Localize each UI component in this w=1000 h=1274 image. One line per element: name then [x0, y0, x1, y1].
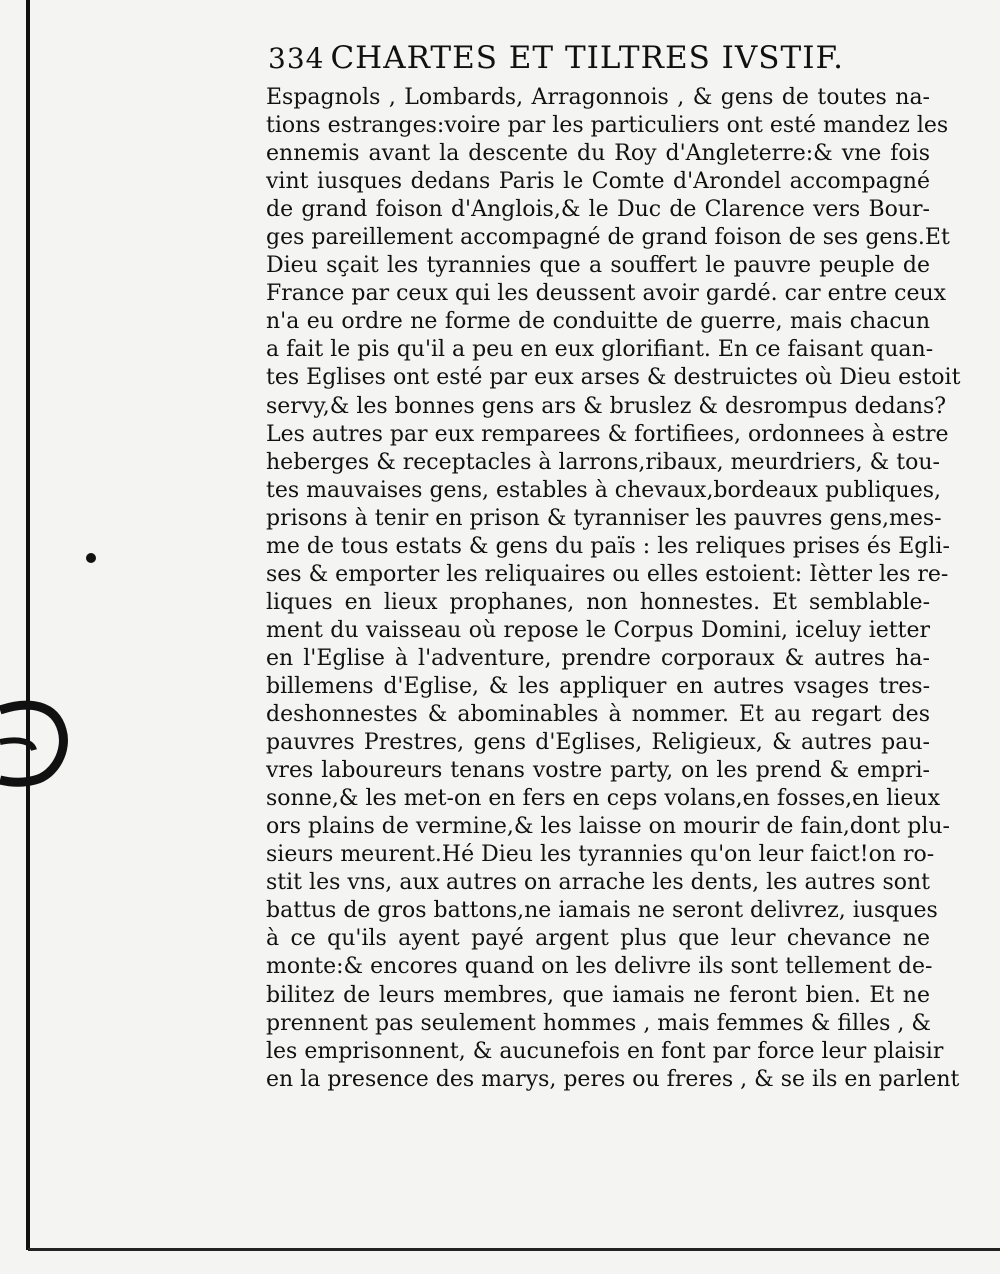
text-line: deshonnestes & abominables à nommer. Et au regart des [266, 702, 930, 728]
text-line: sieurs meurent.Hé Dieu les tyrannies qu'on leur faict!on ro- [266, 842, 935, 868]
text-line: vint iusques dedans Paris le Comte d'Arondel accompagné [266, 169, 930, 195]
text-line: ennemis avant la descente du Roy d'Angleterre:& vne fois [266, 141, 930, 167]
text-line: les emprisonnent, & aucunefois en font par force leur plaisir [266, 1038, 944, 1064]
binding-clip-mark [0, 690, 70, 800]
text-line: Les autres par eux remparees & fortifiees, ordonnees à estre [266, 421, 949, 447]
text-line: Dieu sçait les tyrannies que a souffert le pauvre peuple de [266, 253, 930, 279]
page-left-edge [26, 0, 30, 1250]
text-line: stit les vns, aux autres on arrache les dents, les autres sont [266, 870, 930, 896]
text-line: bilitez de leurs membres, que iamais ne feront bien. Et ne [266, 982, 930, 1008]
text-line: tes Eglises ont esté par eux arses & destruictes où Dieu estoit [266, 365, 961, 391]
text-line: ses & emporter les reliquaires ou elles estoient: Iètter les re- [266, 561, 949, 587]
text-line: ment du vaisseau où repose le Corpus Domini, iceluy ietter [266, 617, 930, 643]
running-title: CHARTES ET TILTRES IVSTIF. [330, 40, 844, 76]
text-line: pauvres Prestres, gens d'Eglises, Religieux, & autres pau- [266, 730, 930, 756]
text-line: me de tous estats & gens du païs : les reliques prises és Egli- [266, 533, 950, 559]
text-line: ors plains de vermine,& les laisse on mourir de fain,dont plu- [266, 814, 950, 840]
text-line: a fait le pis qu'il a peu en eux glorifiant. En ce faisant quan- [266, 337, 934, 363]
text-line: liques en lieux prophanes, non honnestes. Et semblable- [266, 589, 930, 615]
text-line: en l'Eglise à l'adventure, prendre corporaux & autres ha- [266, 645, 930, 671]
text-line: servy,& les bonnes gens ars & bruslez & desrompus dedans? [266, 393, 947, 419]
body-text [266, 84, 961, 1094]
running-header [268, 40, 908, 84]
text-line: billemens d'Eglise, & les appliquer en autres vsages tres- [266, 673, 930, 699]
ink-dot [86, 553, 96, 563]
text-line: battus de gros battons,ne iamais ne seront delivrez, iusques [266, 898, 938, 924]
text-line: n'a eu ordre ne forme de conduitte de guerre, mais chacun [266, 309, 930, 335]
text-line: France par ceux qui les deussent avoir gardé. car entre ceux [266, 281, 947, 307]
text-line: tes mauvaises gens, estables à chevaux,bordeaux publiques, [266, 477, 942, 503]
page-number: 334 [268, 42, 325, 75]
text-line: prisons à tenir en prison & tyranniser les pauvres gens,mes- [266, 505, 942, 531]
text-line: Espagnols , Lombards, Arragonnois , & gens de toutes na- [266, 85, 930, 110]
text-line: de grand foison d'Anglois,& le Duc de Clarence vers Bour- [266, 197, 930, 223]
text-line: vres laboureurs tenans vostre party, on les prend & empri- [266, 758, 930, 784]
text-line: sonne,& les met-on en fers en ceps volans,en fosses,en lieux [266, 786, 940, 812]
text-line: en la presence des marys, peres ou freres , & se ils en parlent [266, 1066, 960, 1092]
text-line: tions estranges:voire par les particuliers ont esté mandez les [266, 113, 949, 139]
text-line: heberges & receptacles à larrons,ribaux, meurdriers, & tou- [266, 449, 940, 475]
text-line: prennent pas seulement hommes , mais femmes & filles , & [266, 1010, 931, 1036]
text-line: ges pareillement accompagné de grand foison de ses gens.Et [266, 225, 950, 251]
text-line: à ce qu'ils ayent payé argent plus que leur chevance ne [266, 926, 930, 952]
page-bottom-edge [28, 1248, 1000, 1251]
text-line: monte:& encores quand on les delivre ils sont tellement de- [266, 954, 933, 980]
